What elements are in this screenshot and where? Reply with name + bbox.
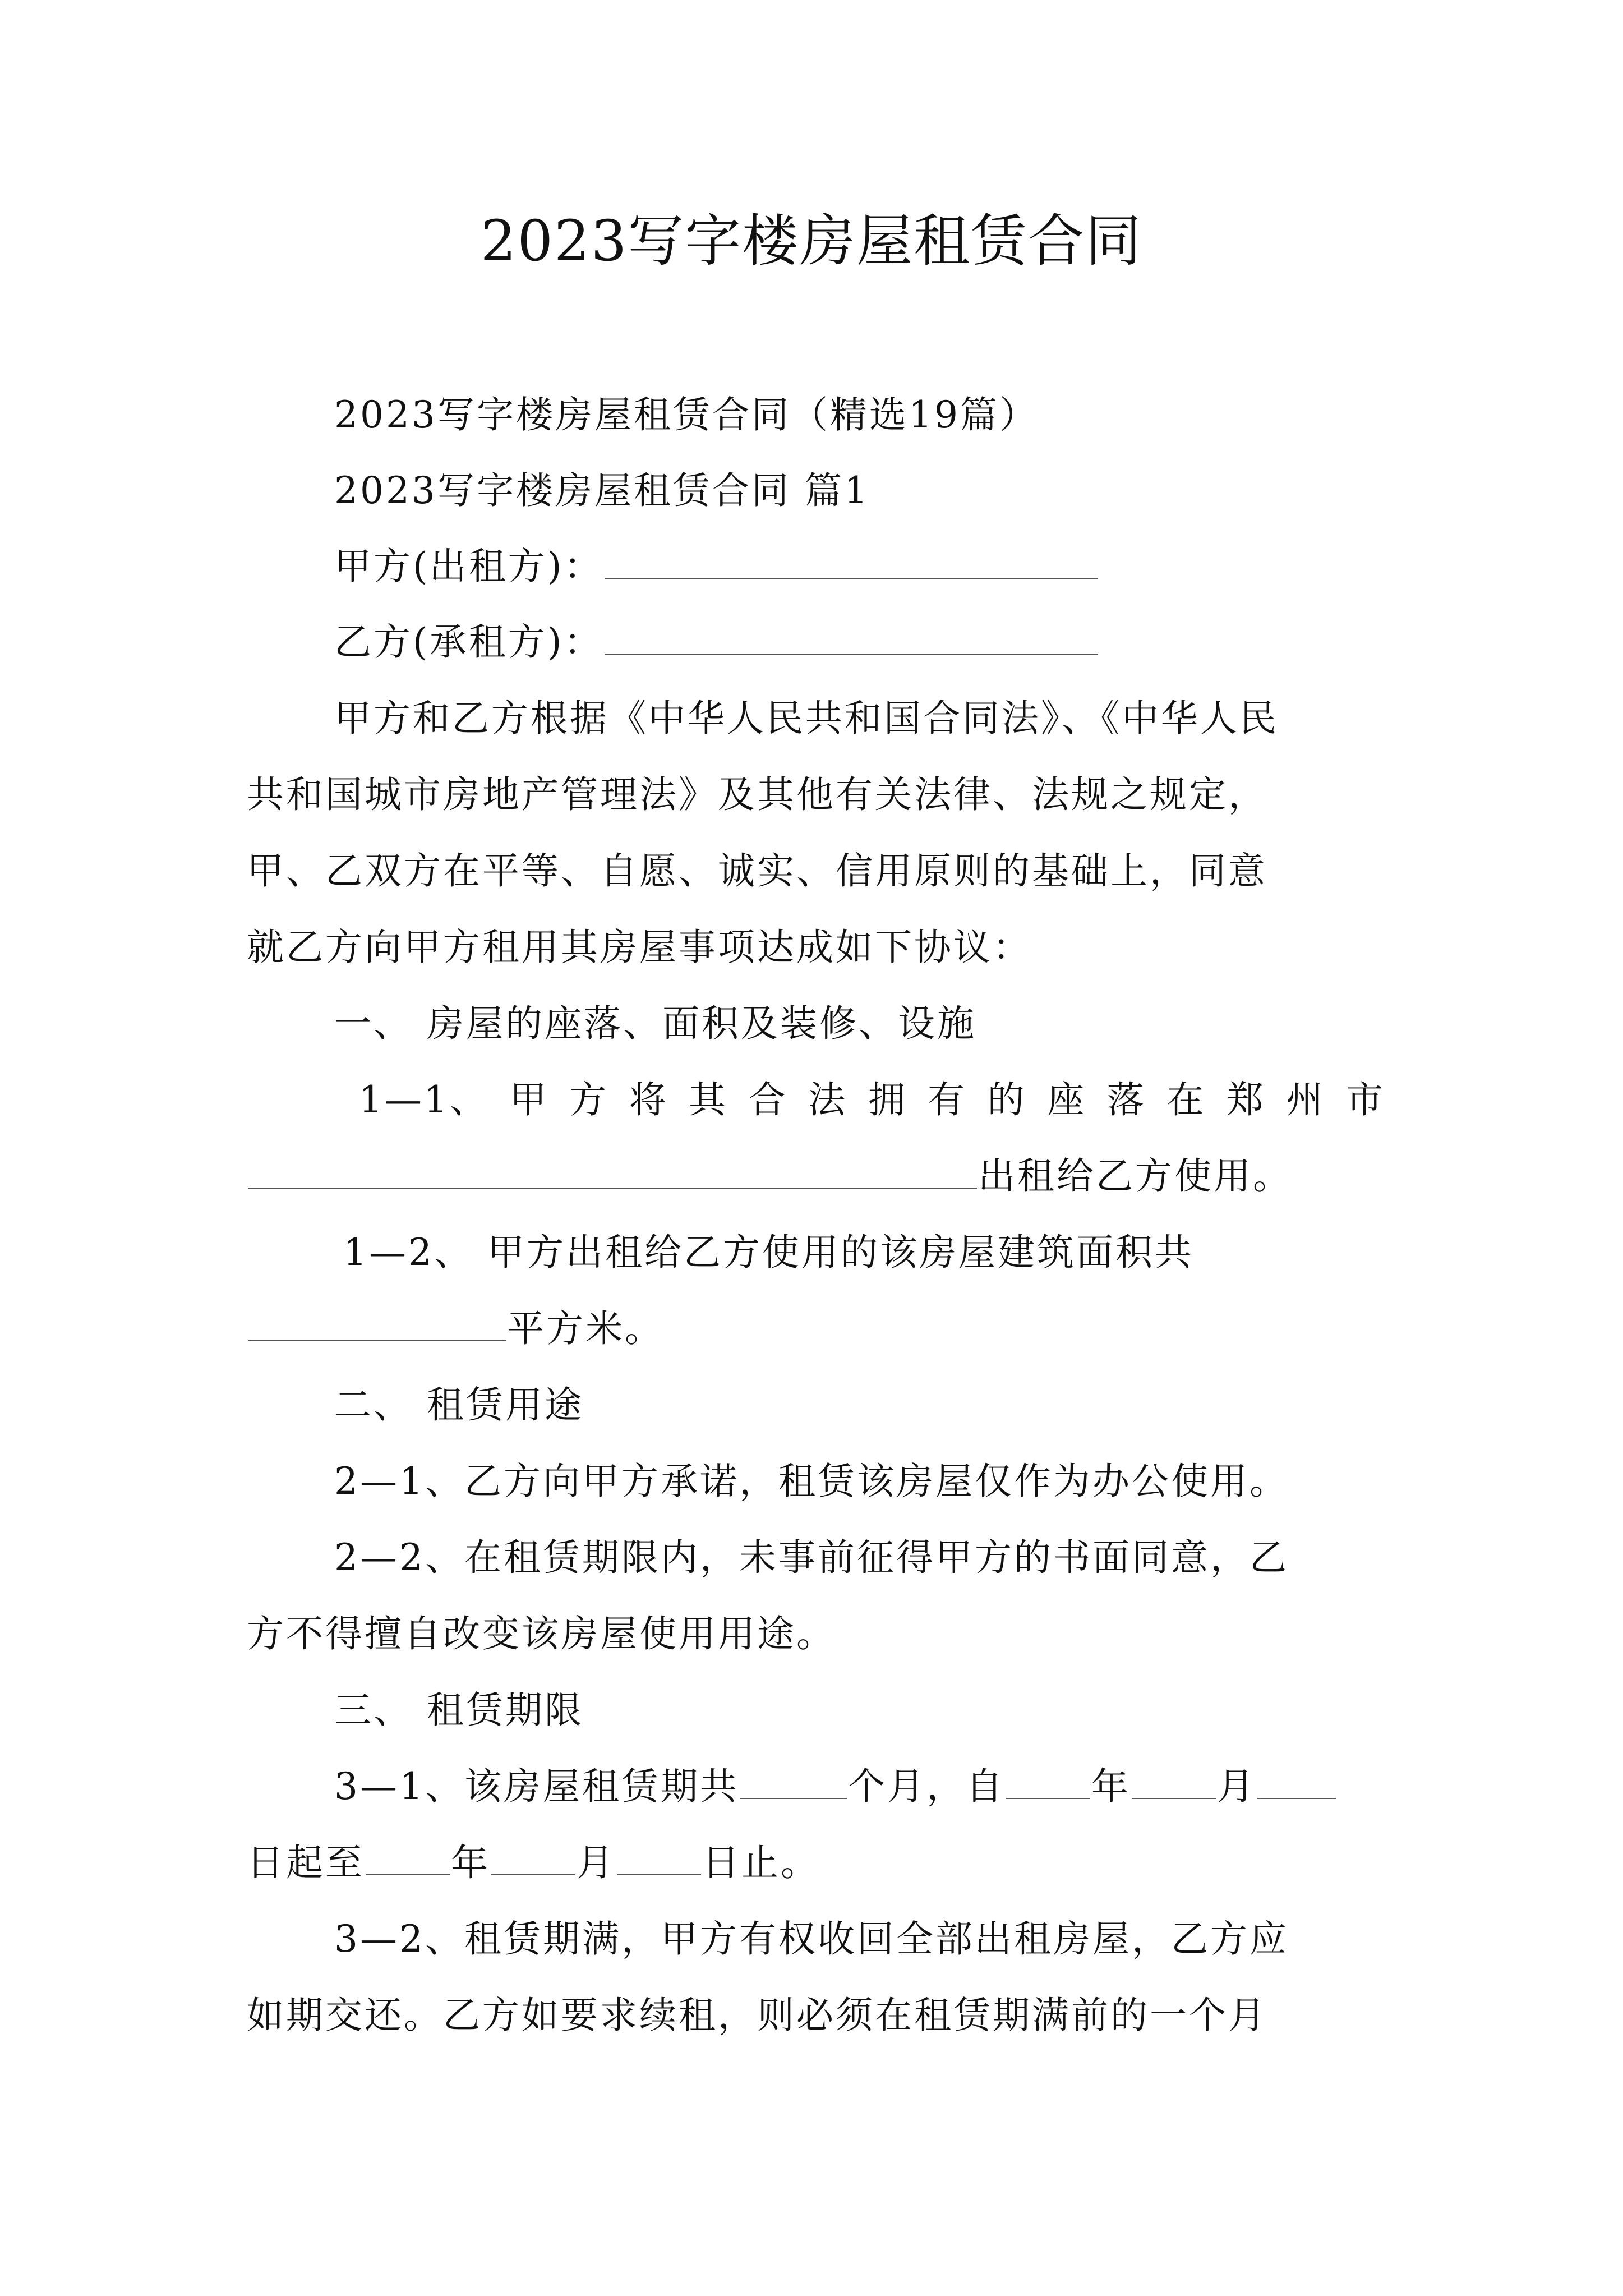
months-blank	[740, 1797, 847, 1799]
clause-3-heading: 三、 租赁期限	[334, 1688, 584, 1732]
clause-1-1-line	[359, 1075, 1385, 1125]
clause-1-1-part: 有	[928, 1078, 967, 1121]
document-subtitle: 2023写字楼房屋租赁合同（精选19篇）	[334, 393, 1039, 436]
clause-1-1-part: 在	[1166, 1078, 1206, 1121]
document-title: 2023写字楼房屋租赁合同	[480, 208, 1143, 274]
clause-1-1-continued	[247, 1151, 1292, 1202]
clause-3-1-text: 日起至	[247, 1841, 365, 1884]
clause-1-2-tail: 平方米。	[507, 1307, 664, 1350]
party-b-line	[334, 617, 1099, 668]
clause-1-heading: 一、 房屋的座落、面积及装修、设施	[334, 1002, 976, 1045]
intro-line-1: 甲方和乙方根据《中华人民共和国合同法》、《中华人民	[334, 697, 1279, 740]
clause-3-1-text: 年	[451, 1841, 490, 1884]
clause-3-2-line-2: 如期交还。乙方如要求续租，则必须在租赁期满前的一个月	[247, 1994, 1267, 2037]
clause-1-2-continued	[247, 1304, 664, 1354]
clause-1-1-part: 郑	[1226, 1078, 1266, 1121]
clause-3-1-text: 月	[577, 1841, 616, 1884]
clause-3-1-text: 年	[1091, 1765, 1131, 1808]
clause-3-1-text: 3—1、该房屋租赁期共	[334, 1765, 739, 1808]
intro-line-3: 甲、乙双方在平等、自愿、诚实、信用原则的基础上，同意	[247, 849, 1267, 892]
clause-3-1-text: 个月，自	[847, 1765, 1005, 1808]
clause-3-1-line-2	[247, 1838, 820, 1888]
clause-1-1-part: 市	[1345, 1078, 1385, 1121]
clause-3-1-line-1	[334, 1761, 1337, 1812]
clause-1-1-part: 合	[748, 1078, 788, 1121]
clause-2-1: 2—1、乙方向甲方承诺，租赁该房屋仅作为办公使用。	[334, 1460, 1289, 1503]
clause-1-1-part: 落	[1106, 1078, 1146, 1121]
clause-1-1-part: 其	[689, 1078, 728, 1121]
clause-1-1-tail: 出租给乙方使用。	[978, 1154, 1292, 1198]
clause-2-2-line-1: 2—2、在租赁期限内，未事前征得甲方的书面同意，乙	[334, 1536, 1289, 1579]
party-a-blank	[605, 577, 1098, 579]
clause-2-heading: 二、 租赁用途	[334, 1383, 584, 1427]
clause-3-2-line-1: 3—2、租赁期满，甲方有权收回全部出租房屋，乙方应	[334, 1917, 1289, 1961]
clause-2-2-line-2: 方不得擅自改变该房屋使用用途。	[247, 1612, 836, 1655]
clause-3-1-text: 月	[1216, 1765, 1256, 1808]
start-year-blank	[1006, 1797, 1090, 1799]
start-month-blank	[1132, 1797, 1216, 1799]
party-a-line	[334, 541, 1099, 592]
clause-3-1-text: 日止。	[702, 1841, 820, 1884]
party-b-blank	[605, 653, 1098, 655]
end-day-blank	[617, 1874, 701, 1875]
party-a-label: 甲方(出租方)：	[334, 545, 603, 588]
clause-1-1-part: 甲	[509, 1078, 549, 1121]
clause-1-1-part: 座	[1047, 1078, 1087, 1121]
end-month-blank	[491, 1874, 575, 1875]
end-year-blank	[366, 1874, 450, 1875]
clause-1-1-part: 州	[1286, 1078, 1326, 1121]
section-heading: 2023写字楼房屋租赁合同 篇1	[334, 469, 870, 512]
clause-1-1-part: 拥	[868, 1078, 907, 1121]
clause-1-1-part: 法	[808, 1078, 848, 1121]
intro-line-4: 就乙方向甲方租用其房屋事项达成如下协议：	[247, 926, 1032, 969]
clause-1-1-part: 将	[629, 1078, 668, 1121]
location-blank	[248, 1187, 977, 1189]
intro-line-2: 共和国城市房地产管理法》及其他有关法律、法规之规定，	[247, 773, 1267, 816]
clause-1-1-part: 1—1、	[359, 1078, 489, 1121]
start-day-blank	[1257, 1797, 1336, 1799]
clause-1-2-line: 1—2、 甲方出租给乙方使用的该房屋建筑面积共	[343, 1231, 1194, 1274]
area-blank	[248, 1340, 506, 1341]
party-b-label: 乙方(承租方)：	[334, 620, 603, 664]
clause-1-1-part: 的	[987, 1078, 1027, 1121]
clause-1-1-part: 方	[569, 1078, 609, 1121]
